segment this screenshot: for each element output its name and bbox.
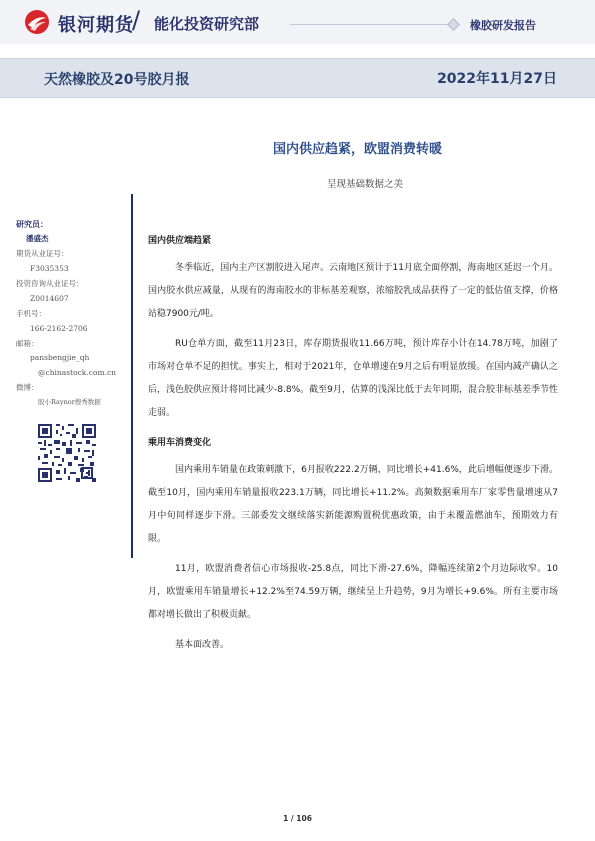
report-title: 天然橡胶及20号胶月报 <box>44 72 190 88</box>
analyst-sidebar <box>16 217 128 409</box>
paragraph-supply-1: 冬季临近，国内主产区割胶进入尾声。云南地区预计于11月底全面停割，海南地区延迟一个月。国内胶水供应减量，从现有的海南胶水的非标基差观察，浓缩胶乳成品获得了一定的低估值支撑，价格站稳7900元/吨。 <box>148 263 558 319</box>
title-band <box>0 58 595 98</box>
email-domain[interactable]: @chinastock.com.cn <box>38 368 116 377</box>
headline: 国内供应趋紧，欧盟消费转暖 <box>272 142 442 157</box>
sidebar-divider <box>131 194 133 558</box>
section-title-supply: 国内供应端趋紧 <box>148 236 212 246</box>
researcher-label: 研究员： <box>16 219 48 229</box>
paragraph-cars-2: 11月，欧盟消费者信心市场报收-25.8点，同比下滑-27.6%，降幅连续第2个月边际收窄。10月，欧盟乘用车销量增长+12.2%至74.59万辆，继续呈上升趋势，9月为增长+9.6%。所有主要市场都对增长做出了积极贡献。 <box>148 564 558 620</box>
header-divider: / <box>132 6 141 34</box>
report-type: 橡胶研发报告 <box>470 19 536 32</box>
paragraph-cars-1: 国内乘用车销量在政策刺激下，6月报收222.2万辆，同比增长+41.6%，此后增幅便逐步下滑。截至10月，国内乘用车销量报收223.1万辆，同比增长+11.2%。高频数据乘用车厂家零售量增速从7月中旬同样逐步下滑。三部委发文继续落实新能源购置税优惠政策，由于未覆盖燃油车，预期效力有限。 <box>148 465 558 544</box>
researcher-name: 潘盛杰 <box>26 234 49 243</box>
futures-cert: F3035353 <box>30 264 69 273</box>
header-rule <box>290 24 450 25</box>
subheadline: 呈现基础数据之美 <box>326 179 403 190</box>
diamond-icon <box>447 18 460 31</box>
qr-code-icon <box>38 424 96 482</box>
wechat-label: 微博： <box>16 383 39 392</box>
galaxy-logo-icon <box>24 9 50 35</box>
company-name: 银河期货 <box>58 15 134 36</box>
invest-cert: Z0014607 <box>30 294 69 303</box>
phone: 166-2162-2706 <box>30 324 88 333</box>
department-name: 能化投资研究部 <box>154 15 260 33</box>
report-body <box>148 230 558 664</box>
phone-label: 手机号： <box>16 309 46 318</box>
page-header <box>0 0 595 44</box>
invest-cert-label: 投资咨询从业证号： <box>16 279 84 288</box>
report-date: 2022年11月27日 <box>437 71 557 87</box>
wechat: 胶小Raynor搜秀数据 <box>38 398 101 406</box>
paragraph-supply-2: RU仓单方面，截至11月23日，库存期货报收11.66万吨，预计库存小计在14.78万吨，加剧了市场对仓单不足的担忧。事实上，相对于2021年，仓单增速在9月之后有明显放缓。在国内减产确认之后，浅色胶供应预计将同比减少-8.8%。截至9月，估算的浅深比低于去年同期，混合胶非标基差季节性走弱。 <box>148 339 558 418</box>
email-label: 邮箱： <box>16 339 39 348</box>
futures-cert-label: 期货从业证号： <box>16 249 69 258</box>
paragraph-conclusion: 基本面改善。 <box>175 640 230 650</box>
email-user[interactable]: pansbengjie_qh <box>30 353 90 362</box>
section-title-cars: 乘用车消费变化 <box>148 438 212 448</box>
page-number: 1 / 106 <box>283 814 312 823</box>
